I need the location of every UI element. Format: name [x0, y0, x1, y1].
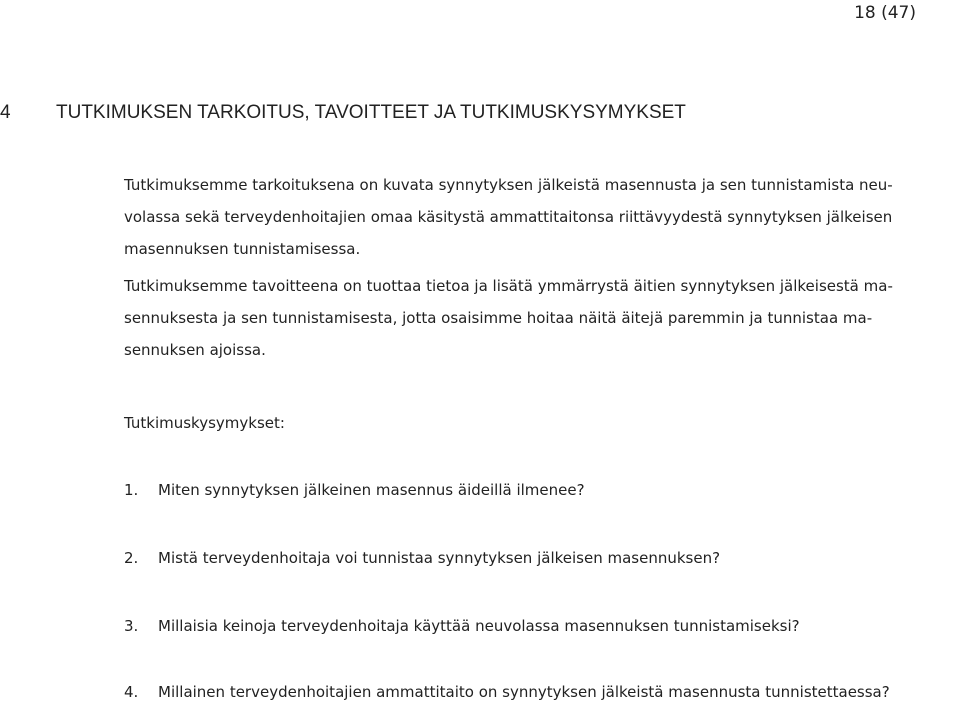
paragraph-line: sennuksesta ja sen tunnistamisesta, jotta osaisimme hoitaa näitä äitejä paremmin ja tunnistaa ma-: [124, 309, 873, 327]
paragraph-line: sennuksen ajoissa.: [124, 341, 266, 359]
paragraph-line: volassa sekä terveydenhoitajien omaa käsitystä ammattitaitonsa riittävyydestä synnytyksen jälkeisen: [124, 208, 893, 226]
question-text: Millaisia keinoja terveydenhoitaja käyttää neuvolassa masennuksen tunnistamiseksi?: [158, 617, 800, 635]
question-text: Miten synnytyksen jälkeinen masennus äideillä ilmenee?: [158, 481, 585, 499]
page-number: 18 (47): [854, 3, 916, 23]
question-number: 3.: [124, 617, 139, 635]
paragraph-line: masennuksen tunnistamisessa.: [124, 240, 361, 258]
goal-paragraph: [124, 270, 960, 366]
paragraph-line: Tutkimuksemme tarkoituksena on kuvata synnytyksen jälkeistä masennusta ja sen tunnistamista neu-: [124, 176, 893, 194]
question-number: 4.: [124, 683, 139, 701]
question-item: [124, 676, 890, 708]
section-title: TUTKIMUKSEN TARKOITUS, TAVOITTEET JA TUTKIMUSKYSYMYKSET: [56, 102, 686, 123]
section-number: 4: [0, 102, 11, 123]
question-number: 2.: [124, 549, 139, 567]
question-item: [124, 610, 800, 642]
question-text: Mistä terveydenhoitaja voi tunnistaa synnytyksen jälkeisen masennuksen?: [158, 549, 721, 567]
question-item: [124, 542, 720, 574]
question-text: Millainen terveydenhoitajien ammattitaito on synnytyksen jälkeistä masennusta tunnistettaessa?: [158, 683, 890, 701]
paragraph-line: Tutkimuksemme tavoitteena on tuottaa tietoa ja lisätä ymmärrystä äitien synnytyksen jälkeisestä ma-: [124, 277, 893, 295]
question-item: [124, 474, 585, 506]
questions-label: Tutkimuskysymykset:: [124, 414, 285, 432]
purpose-paragraph: [124, 169, 960, 265]
question-number: 1.: [124, 481, 139, 499]
